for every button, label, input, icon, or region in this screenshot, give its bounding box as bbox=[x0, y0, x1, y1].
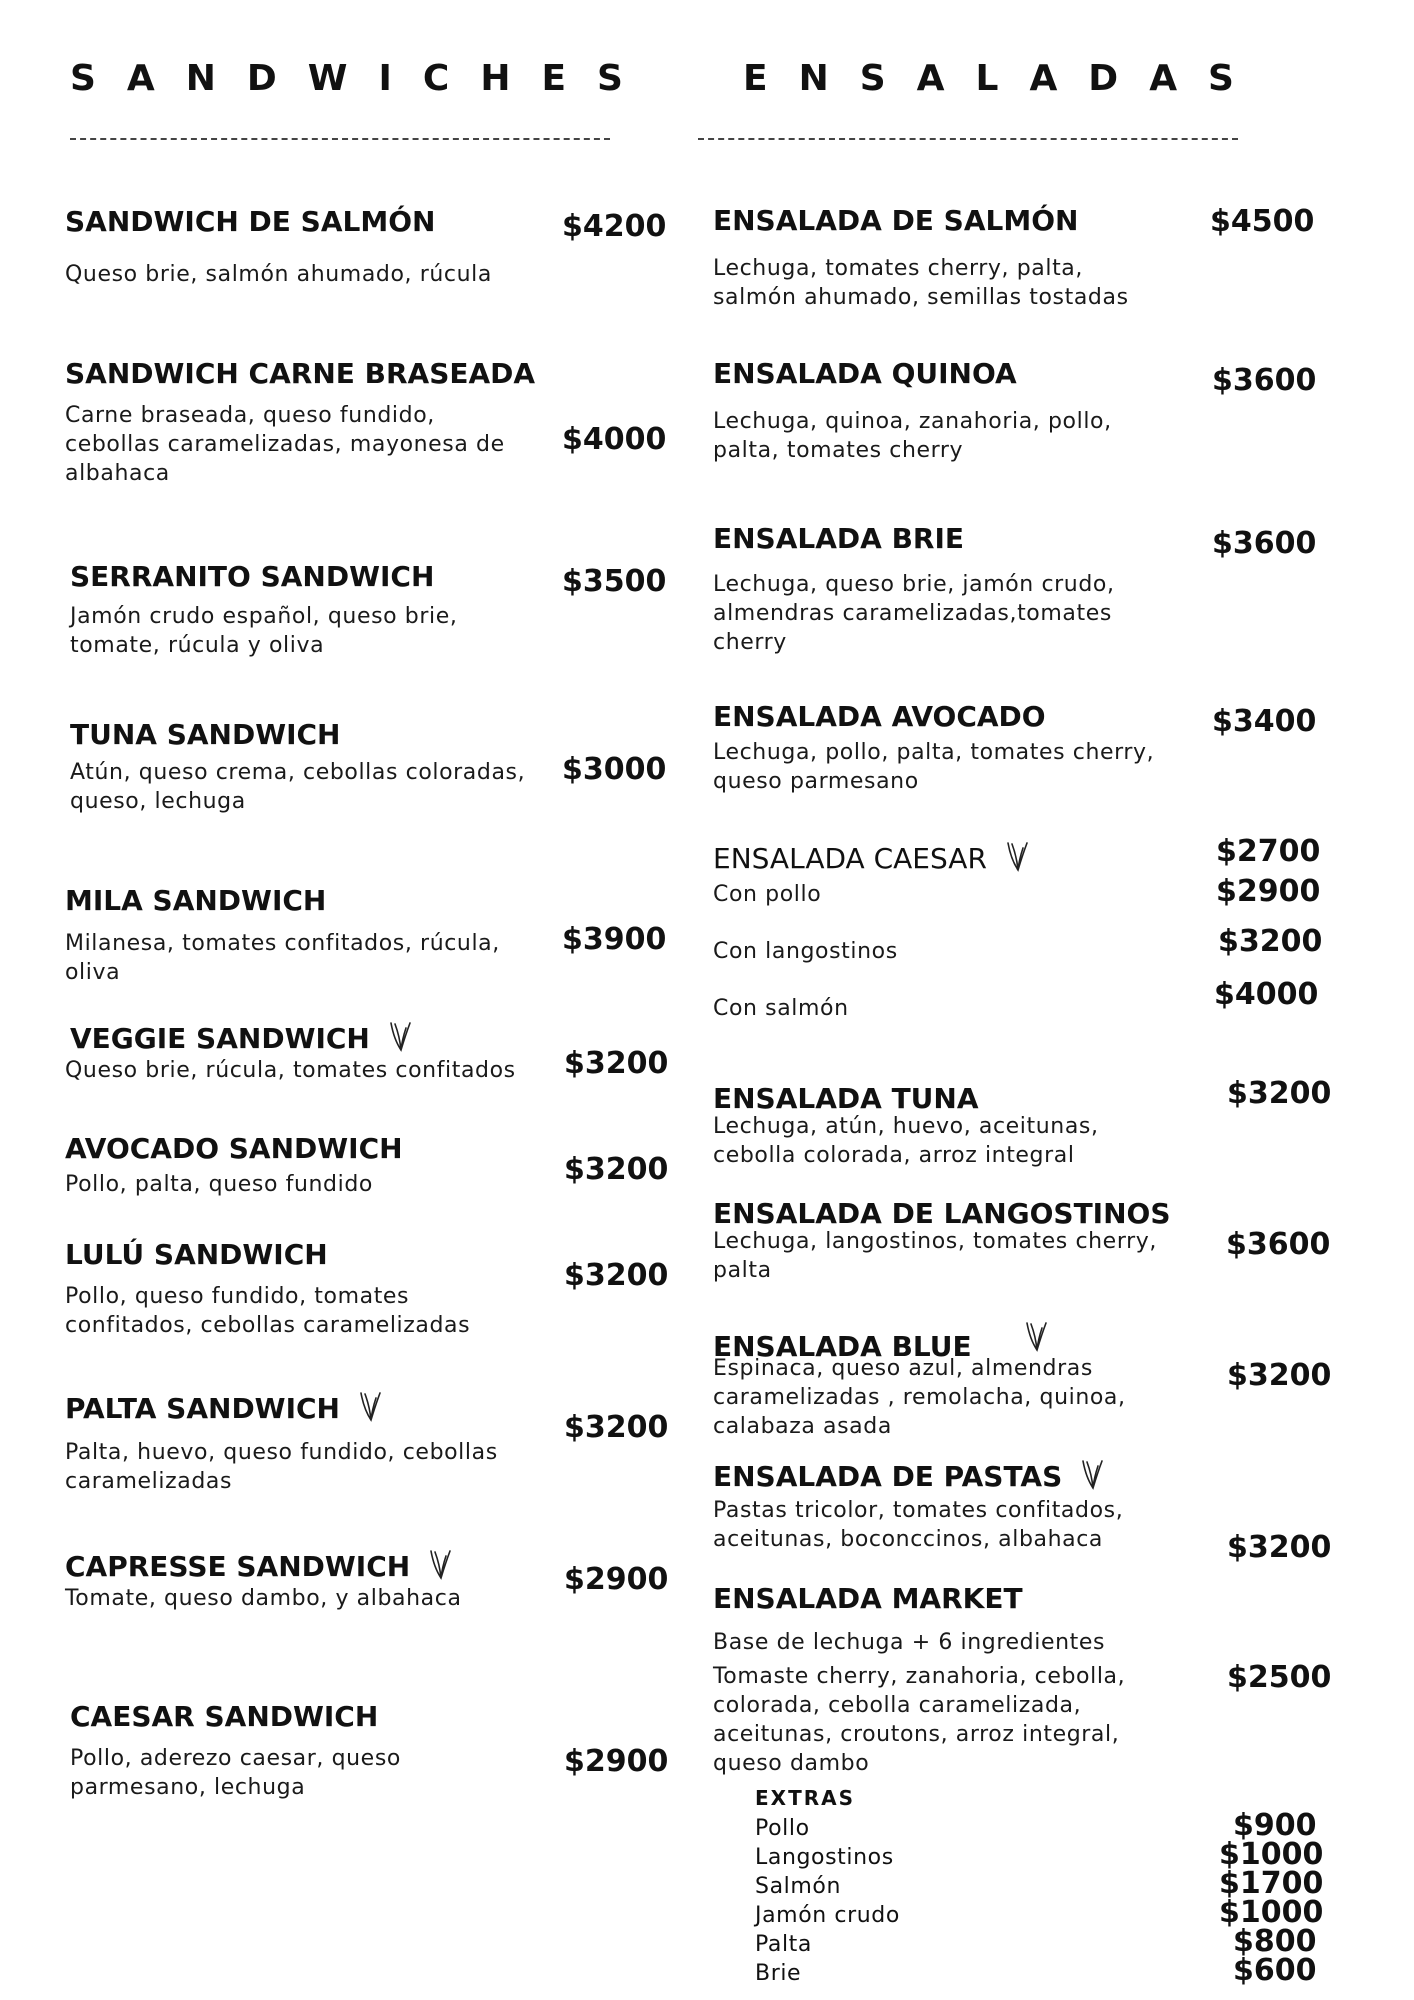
item-price: $3400 bbox=[1212, 704, 1317, 739]
item-price: $3200 bbox=[564, 1046, 669, 1081]
item-price: $3200 bbox=[1227, 1530, 1332, 1565]
extra-label: Pollo bbox=[755, 1816, 810, 1841]
item-description: Pastas tricolor, tomates confitados, aceitunas, boconccinos, albahaca bbox=[713, 1498, 1124, 1552]
item-description: Palta, huevo, queso fundido, cebollas caramelizadas bbox=[65, 1440, 498, 1494]
item-name: CAESAR SANDWICH bbox=[70, 1700, 379, 1733]
extra-price: $1000 bbox=[1219, 1837, 1324, 1872]
extra-label: Palta bbox=[755, 1932, 812, 1957]
item-description: Atún, queso crema, cebollas coloradas, queso, lechuga bbox=[70, 760, 526, 814]
item-description: Carne braseada, queso fundido, cebollas caramelizadas, mayonesa de albahaca bbox=[65, 403, 505, 486]
item-price: $3200 bbox=[564, 1152, 669, 1187]
item-name: AVOCADO SANDWICH bbox=[65, 1132, 403, 1165]
extra-price: $600 bbox=[1233, 1953, 1317, 1988]
leaf-icon bbox=[356, 1390, 382, 1422]
item-description: Tomate, queso dambo, y albahaca bbox=[65, 1586, 462, 1611]
ensaladas-divider bbox=[698, 138, 1238, 140]
leaf-icon bbox=[426, 1548, 452, 1580]
item-description: Espinaca, queso azul, almendras caramelizadas , remolacha, quinoa, calabaza asada bbox=[713, 1356, 1126, 1439]
extra-price: $900 bbox=[1233, 1808, 1317, 1843]
item-name bbox=[713, 1458, 1104, 1493]
item-description: Base de lechuga + 6 ingredientes bbox=[713, 1630, 1106, 1655]
item-description: Pollo, aderezo caesar, queso parmesano, lechuga bbox=[70, 1746, 401, 1800]
item-description: Queso brie, salmón ahumado, rúcula bbox=[65, 262, 492, 287]
extra-label: Salmón bbox=[755, 1874, 841, 1899]
extra-price: $1000 bbox=[1219, 1895, 1324, 1930]
item-name-text: PALTA SANDWICH bbox=[65, 1392, 340, 1425]
item-price: $3000 bbox=[562, 752, 667, 787]
item-name: ENSALADA DE LANGOSTINOS bbox=[713, 1197, 1171, 1230]
item-description: Pollo, palta, queso fundido bbox=[65, 1172, 373, 1197]
extra-label: Brie bbox=[755, 1961, 802, 1986]
item-name: LULÚ SANDWICH bbox=[65, 1238, 328, 1271]
option-label: Con pollo bbox=[713, 882, 822, 907]
item-price: $3200 bbox=[1227, 1076, 1332, 1111]
item-price: $2900 bbox=[564, 1562, 669, 1597]
item-description: Lechuga, pollo, palta, tomates cherry, queso parmesano bbox=[713, 740, 1155, 794]
extra-price: $800 bbox=[1233, 1924, 1317, 1959]
leaf-icon bbox=[386, 1020, 412, 1052]
option-label: Con salmón bbox=[713, 996, 849, 1021]
sandwiches-divider bbox=[70, 138, 610, 140]
item-price: $2900 bbox=[564, 1744, 669, 1779]
item-price: $4200 bbox=[562, 209, 667, 244]
item-name: ENSALADA MARKET bbox=[713, 1582, 1023, 1615]
item-name-text: CAPRESSE SANDWICH bbox=[65, 1550, 411, 1583]
item-name-text: ENSALADA DE PASTAS bbox=[713, 1460, 1063, 1493]
option-price: $3200 bbox=[1218, 924, 1323, 959]
item-description: Pollo, queso fundido, tomates confitados, cebollas caramelizadas bbox=[65, 1284, 471, 1338]
item-name-text: ENSALADA CAESAR bbox=[713, 842, 987, 875]
extra-label: Langostinos bbox=[755, 1845, 894, 1870]
item-name-text: ENSALADA BLUE bbox=[713, 1330, 972, 1363]
item-price: $4500 bbox=[1210, 204, 1315, 239]
item-price: $2700 bbox=[1216, 834, 1321, 869]
item-description: Lechuga, quinoa, zanahoria, pollo, palta, tomates cherry bbox=[713, 409, 1112, 463]
item-name: ENSALADA AVOCADO bbox=[713, 700, 1046, 733]
item-price: $3200 bbox=[564, 1410, 669, 1445]
item-price: $3500 bbox=[562, 564, 667, 599]
item-description: Queso brie, rúcula, tomates confitados bbox=[65, 1058, 516, 1083]
extra-label: Jamón crudo bbox=[755, 1903, 900, 1928]
item-name bbox=[713, 840, 1029, 875]
item-price: $2500 bbox=[1227, 1660, 1332, 1695]
item-name: ENSALADA BRIE bbox=[713, 522, 965, 555]
item-price: $4000 bbox=[562, 422, 667, 457]
leaf-icon bbox=[1078, 1458, 1104, 1490]
item-price: $3900 bbox=[562, 922, 667, 957]
item-name: SERRANITO SANDWICH bbox=[70, 560, 435, 593]
extras-title: EXTRAS bbox=[755, 1786, 856, 1810]
item-price: $3200 bbox=[564, 1258, 669, 1293]
item-ingredients: Tomaste cherry, zanahoria, cebolla, colorada, cebolla caramelizada, aceitunas, croutons, arroz integral, queso dambo bbox=[713, 1664, 1126, 1776]
item-description: Lechuga, atún, huevo, aceitunas, cebolla colorada, arroz integral bbox=[713, 1114, 1099, 1168]
ensaladas-heading: ENSALADAS bbox=[743, 58, 1265, 99]
leaf-icon bbox=[1022, 1320, 1048, 1352]
option-label: Con langostinos bbox=[713, 939, 898, 964]
item-description: Lechuga, tomates cherry, palta, salmón ahumado, semillas tostadas bbox=[713, 256, 1129, 310]
extra-price: $1700 bbox=[1219, 1866, 1324, 1901]
item-name: SANDWICH DE SALMÓN bbox=[65, 205, 436, 238]
item-name: SANDWICH CARNE BRASEADA bbox=[65, 357, 536, 390]
item-name: ENSALADA QUINOA bbox=[713, 357, 1017, 390]
item-price: $3600 bbox=[1212, 363, 1317, 398]
item-name bbox=[65, 1548, 452, 1583]
option-price: $4000 bbox=[1214, 977, 1319, 1012]
item-description: Milanesa, tomates confitados, rúcula, oliva bbox=[65, 931, 500, 985]
item-description: Jamón crudo español, queso brie, tomate, rúcula y oliva bbox=[70, 604, 458, 658]
option-price: $2900 bbox=[1216, 874, 1321, 909]
item-description: Lechuga, queso brie, jamón crudo, almendras caramelizadas,tomates cherry bbox=[713, 572, 1115, 655]
item-name bbox=[70, 1020, 412, 1055]
item-name bbox=[65, 1390, 382, 1425]
item-price: $3600 bbox=[1226, 1227, 1331, 1262]
item-name: MILA SANDWICH bbox=[65, 884, 327, 917]
item-price: $3200 bbox=[1227, 1358, 1332, 1393]
item-name: TUNA SANDWICH bbox=[70, 718, 341, 751]
item-description: Lechuga, langostinos, tomates cherry, palta bbox=[713, 1229, 1157, 1283]
item-name-text: VEGGIE SANDWICH bbox=[70, 1022, 370, 1055]
item-name: ENSALADA DE SALMÓN bbox=[713, 204, 1079, 237]
item-price: $3600 bbox=[1212, 526, 1317, 561]
item-name: ENSALADA TUNA bbox=[713, 1082, 979, 1115]
leaf-icon bbox=[1003, 840, 1029, 872]
sandwiches-heading: SANDWICHES bbox=[70, 58, 654, 99]
